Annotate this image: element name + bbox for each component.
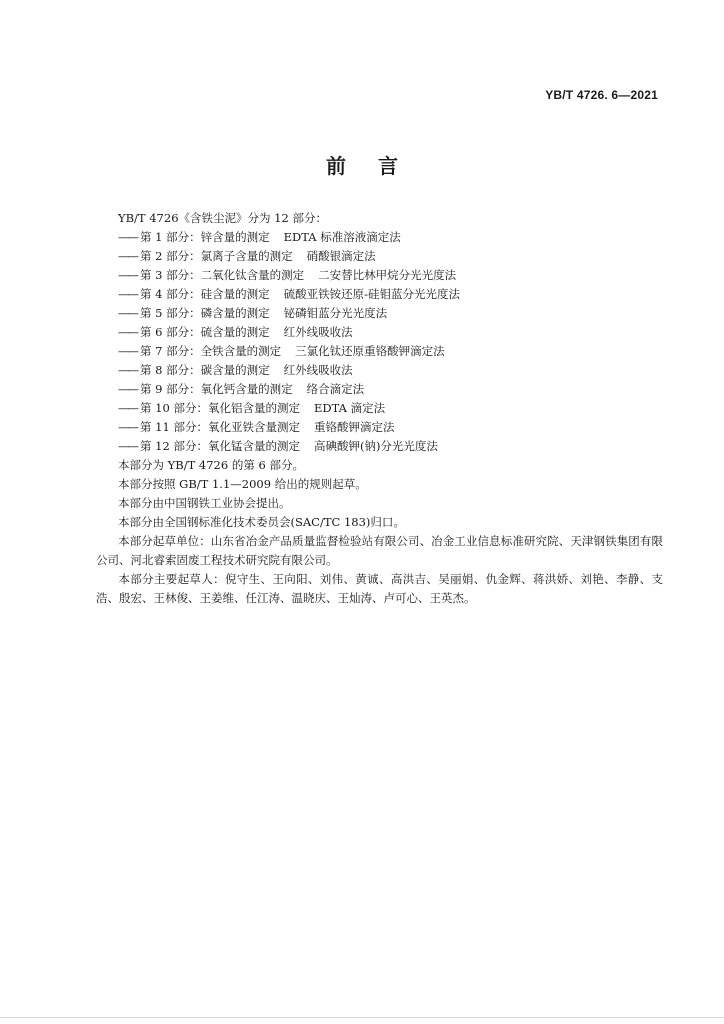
part-method: 重铬酸钾滴定法 bbox=[313, 420, 395, 434]
list-dash: —— bbox=[118, 325, 137, 339]
part-list-item bbox=[118, 399, 663, 418]
part-list-item bbox=[118, 380, 663, 399]
list-dash: —— bbox=[118, 401, 137, 415]
part-method: 络合滴定法 bbox=[306, 382, 365, 396]
part-method: 硫酸亚铁铵还原-硅钼蓝分光光度法 bbox=[283, 287, 461, 301]
part-name: 第 3 部分：二氧化钛含量的测定 bbox=[140, 268, 305, 282]
statement-line: 本部分由中国钢铁工业协会提出。 bbox=[118, 496, 291, 510]
page-title: 前言 bbox=[326, 154, 430, 178]
part-list-item bbox=[118, 285, 663, 304]
list-dash: —— bbox=[118, 287, 137, 301]
part-name: 第 8 部分：碳含量的测定 bbox=[140, 363, 270, 377]
part-list-item bbox=[118, 266, 663, 285]
statement-line: 本部分按照 GB/T 1.1—2009 给出的规则起草。 bbox=[118, 477, 367, 491]
drafters-paragraph bbox=[96, 570, 663, 608]
statements-list bbox=[118, 456, 663, 532]
page-bottom-rule bbox=[0, 1017, 724, 1018]
list-dash: —— bbox=[118, 230, 137, 244]
part-method: 三氯化钛还原重铬酸钾滴定法 bbox=[295, 344, 445, 358]
list-dash: —— bbox=[118, 249, 137, 263]
statement-line: 本部分为 YB/T 4726 的第 6 部分。 bbox=[118, 458, 304, 472]
intro-line: YB/T 4726《含铁尘泥》分为 12 部分： bbox=[118, 211, 327, 225]
part-method: 硝酸银滴定法 bbox=[306, 249, 376, 263]
list-dash: —— bbox=[118, 268, 137, 282]
part-list-item bbox=[118, 361, 663, 380]
part-name: 第 12 部分：氧化锰含量的测定 bbox=[140, 439, 300, 453]
list-dash: —— bbox=[118, 306, 137, 320]
drafters-text: 本部分主要起草人：倪守生、王向阳、刘伟、黄诚、高洪吉、吴丽娟、仇金辉、蒋洪娇、刘艳、李静、支浩、殷宏、王林俊、王姜维、任江涛、温晓庆、王灿涛、卢可心、王英杰。 bbox=[96, 572, 663, 605]
foreword-body bbox=[96, 209, 663, 608]
part-name: 第 6 部分：硫含量的测定 bbox=[140, 325, 270, 339]
part-name: 第 7 部分：全铁含量的测定 bbox=[140, 344, 282, 358]
part-list-item bbox=[118, 342, 663, 361]
list-dash: —— bbox=[118, 382, 137, 396]
part-name: 第 5 部分：磷含量的测定 bbox=[140, 306, 270, 320]
statement-line: 本部分由全国钢标准化技术委员会(SAC/TC 183)归口。 bbox=[118, 515, 405, 529]
part-name: 第 1 部分：锌含量的测定 bbox=[140, 230, 270, 244]
list-dash: —— bbox=[118, 439, 137, 453]
part-list-item bbox=[118, 323, 663, 342]
part-list-item bbox=[118, 304, 663, 323]
part-method: EDTA 滴定法 bbox=[313, 401, 386, 415]
part-method: 红外线吸收法 bbox=[283, 325, 353, 339]
part-name: 第 10 部分：氧化铝含量的测定 bbox=[140, 401, 300, 415]
part-name: 第 4 部分：硅含量的测定 bbox=[140, 287, 270, 301]
drafting-units-paragraph bbox=[96, 532, 663, 570]
part-list-item bbox=[118, 247, 663, 266]
part-name: 第 2 部分：氯离子含量的测定 bbox=[140, 249, 293, 263]
part-list-item bbox=[118, 228, 663, 247]
part-method: 铋磷钼蓝分光光度法 bbox=[283, 306, 388, 320]
document-code: YB/T 4726. 6—2021 bbox=[545, 88, 658, 102]
part-method: 二安替比林甲烷分光光度法 bbox=[318, 268, 457, 282]
part-method: EDTA 标准溶液滴定法 bbox=[283, 230, 401, 244]
part-name: 第 11 部分：氧化亚铁含量测定 bbox=[140, 420, 300, 434]
list-dash: —— bbox=[118, 344, 137, 358]
parts-list bbox=[118, 228, 663, 456]
part-list-item bbox=[118, 437, 663, 456]
part-method: 红外线吸收法 bbox=[283, 363, 353, 377]
list-dash: —— bbox=[118, 363, 137, 377]
part-name: 第 9 部分：氧化钙含量的测定 bbox=[140, 382, 293, 396]
part-method: 高碘酸钾(钠)分光光度法 bbox=[313, 439, 438, 453]
list-dash: —— bbox=[118, 420, 137, 434]
part-list-item bbox=[118, 418, 663, 437]
drafting-units-text: 本部分起草单位：山东省冶金产品质量监督检验站有限公司、冶金工业信息标准研究院、天津钢铁集团有限公司、河北睿索固废工程技术研究院有限公司。 bbox=[96, 534, 663, 567]
